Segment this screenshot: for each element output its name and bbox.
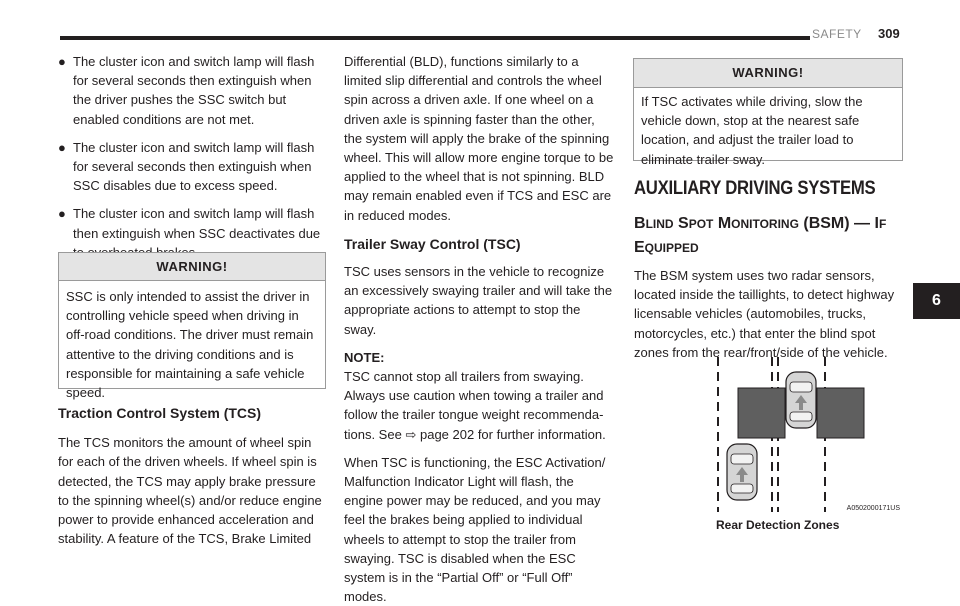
figure-caption: Rear Detection Zones [716, 518, 840, 532]
bullet-icon: ● [58, 54, 66, 69]
adjacent-vehicle-icon [727, 444, 757, 500]
page-number: 309 [878, 26, 900, 41]
figure-code: A0502000171US [846, 505, 900, 512]
bullet-item: ● The cluster icon and switch lamp will flash then extinguish when SSC deactivates due [58, 206, 321, 241]
warning-body: If TSC activates while driving, slow the vehicle down, stop at the nearest safe location, and adjust the trailer load to eliminate trailer sway. [641, 94, 863, 167]
bsm-heading: BLIND SPOT MONITORING (BSM) — IF EQUIPPED [634, 215, 887, 256]
header-rule [60, 36, 810, 40]
bld-paragraph: Differential (BLD), functions similarly to a limited slip differential and controls the wheel spin across a driven axle. If one wheel on a driven axle is spinning faster than the other, the system will apply the brake of the spinning wheel. This will allow more engine torque to be applied to the wheel that is not spinning. BLD may remain enabled even if TCS and ESC are in reduced modes. [344, 54, 614, 223]
tsc-paragraph: TSC uses sensors in the vehicle to recognize an excessively swaying trailer and will take the appropriate actions to attempt to stop the sway. [344, 264, 613, 337]
section-heading: AUXILIARY DRIVING SYSTEMS [634, 178, 876, 199]
tcs-heading: Traction Control System (TCS) [58, 405, 262, 421]
column-2 [344, 52, 616, 606]
tcs-body: The TCS monitors the amount of wheel spin for each of the driven wheels. If wheel spin is detected, the TCS may apply brake pressure to the spinning wheel(s) and/or reduce engine power to provide enhanced acceleration and stability. A feature of the TCS, Brake Limited [58, 435, 322, 547]
column-1 [58, 52, 328, 271]
reference-arrow-icon: ⇨ [405, 426, 417, 442]
warning-title: WARNING! [59, 253, 325, 281]
warning-box-tsc [633, 58, 903, 167]
detection-zone-left [738, 388, 785, 438]
bullet-item: ● The cluster icon and switch lamp will flash for several seconds then extinguish when the driver pushes the SSC switch but enabled conditions are not met. [58, 54, 315, 127]
warning-box-ssc [58, 252, 326, 401]
chapter-tab[interactable]: 6 [913, 283, 960, 319]
tcs-section [58, 404, 328, 548]
tsc-heading: Trailer Sway Control (TSC) [344, 235, 521, 252]
bullet-icon: ● [58, 206, 66, 222]
bullet-item: ● The cluster icon and switch lamp will flash for several seconds then extinguish when SSC disables due to excess speed. [58, 139, 315, 194]
tsc-paragraph-2: When TSC is functioning, the ESC Activation/ Malfunction Indicator Light will flash, the engine power may be reduced, and you may feel the brakes being applied to individual wheels to attempt to stop the trailer from swaying. TSC is disabled when the ESC system is in the “Partial Off” or “Full Off” modes. [344, 454, 606, 605]
warning-body: SSC is only intended to assist the driver in controlling vehicle speed when driving in off-road conditions. The driver must remain attentive to the driving conditions and is responsible for maintaining a safe vehicle speed. [66, 289, 314, 401]
bullet-icon: ● [58, 139, 66, 155]
rear-detection-zones-figure [700, 352, 905, 518]
warning-title: WARNING! [634, 59, 902, 88]
note-label: NOTE: [344, 349, 385, 365]
bsm-body: The BSM system uses two radar sensors, located inside the taillights, to detect highway licensable vehicles (automobiles, trucks, motorcycles, etc.) that enter the blind spot zones from the rear/front/side of the vehicle. [634, 268, 895, 360]
running-header-section: SAFETY [812, 27, 862, 41]
note-paragraph: TSC cannot stop all trailers from swaying. Always use caution when towing a trailer and follow the trailer tongue weight recommenda-tions. See ⇨ page 202 for further information. [344, 369, 606, 442]
detection-zone-right [817, 388, 864, 438]
page-reference-link[interactable]: page 202 for further information. [419, 426, 606, 442]
host-vehicle-icon [786, 372, 816, 428]
